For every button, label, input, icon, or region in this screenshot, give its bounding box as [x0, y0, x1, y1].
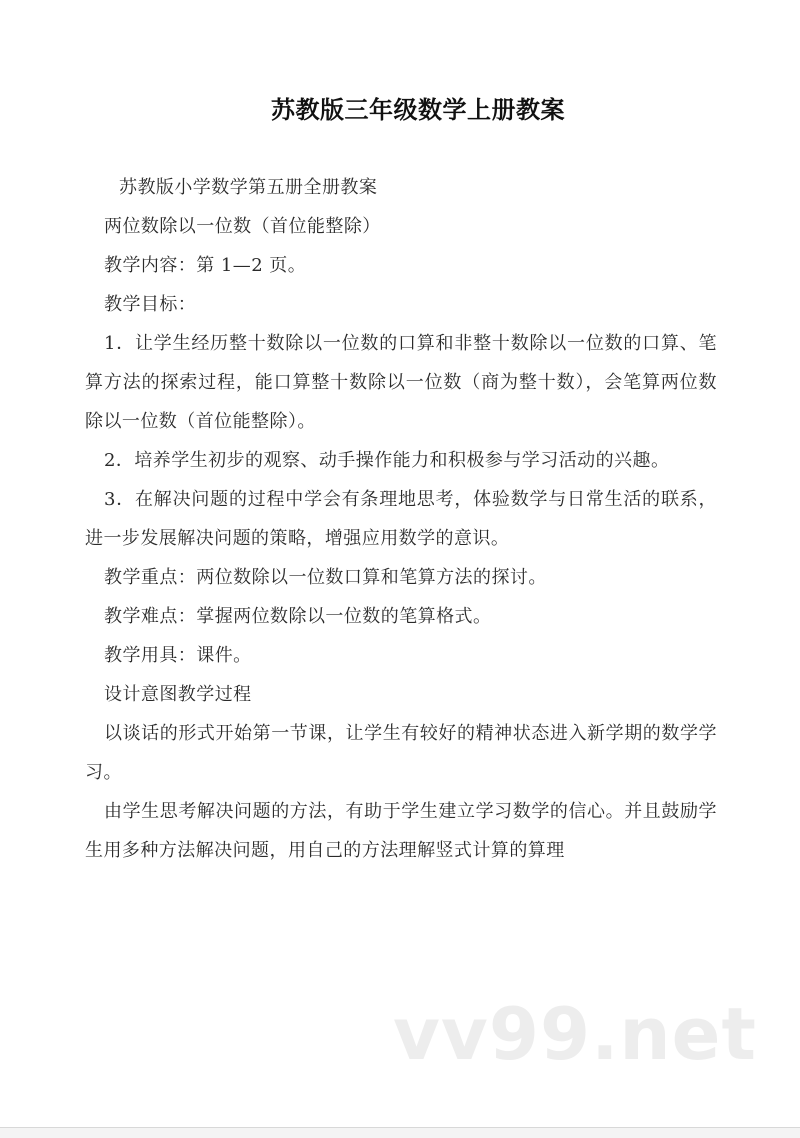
- document-title: 苏教版三年级数学上册教案: [271, 96, 565, 124]
- paragraph-lesson-topic: 两位数除以一位数（首位能整除）: [104, 216, 381, 237]
- document-body: [85, 168, 717, 870]
- paragraph-key-point: 教学重点：两位数除以一位数口算和笔算方法的探讨。: [104, 567, 547, 588]
- paragraph-difficulty: 教学难点：掌握两位数除以一位数的笔算格式。: [104, 606, 492, 627]
- watermark: vv99.net: [393, 992, 757, 1076]
- paragraph-content: 教学内容：第 1—2 页。: [104, 255, 307, 276]
- paragraph-process-2: 由学生思考解决问题的方法，有助于学生建立学习数学的信心。并且鼓励学生用多种方法解决问题，用自己的方法理解竖式计算的算理: [85, 801, 717, 861]
- paragraph-process-1: 以谈话的形式开始第一节课，让学生有较好的精神状态进入新学期的数学学习。: [85, 723, 717, 783]
- paragraph-tools: 教学用具：课件。: [104, 645, 252, 666]
- paragraph-subtitle: 苏教版小学数学第五册全册教案: [119, 177, 378, 198]
- paragraph-process-heading: 设计意图教学过程: [104, 684, 252, 705]
- paragraph-goal-2: 2．培养学生初步的观察、动手操作能力和积极参与学习活动的兴趣。: [104, 450, 670, 471]
- paragraph-goal-3: 3．在解决问题的过程中学会有条理地思考，体验数学与日常生活的联系，进一步发展解决问题的策略，增强应用数学的意识。: [85, 489, 717, 549]
- paragraph-goal-1: 1．让学生经历整十数除以一位数的口算和非整十数除以一位数的口算、笔算方法的探索过程，能口算整十数除以一位数（商为整十数），会笔算两位数除以一位数（首位能整除）。: [85, 333, 717, 432]
- paragraph-goals-heading: 教学目标：: [104, 294, 197, 315]
- page-bottom-edge: [0, 1127, 800, 1138]
